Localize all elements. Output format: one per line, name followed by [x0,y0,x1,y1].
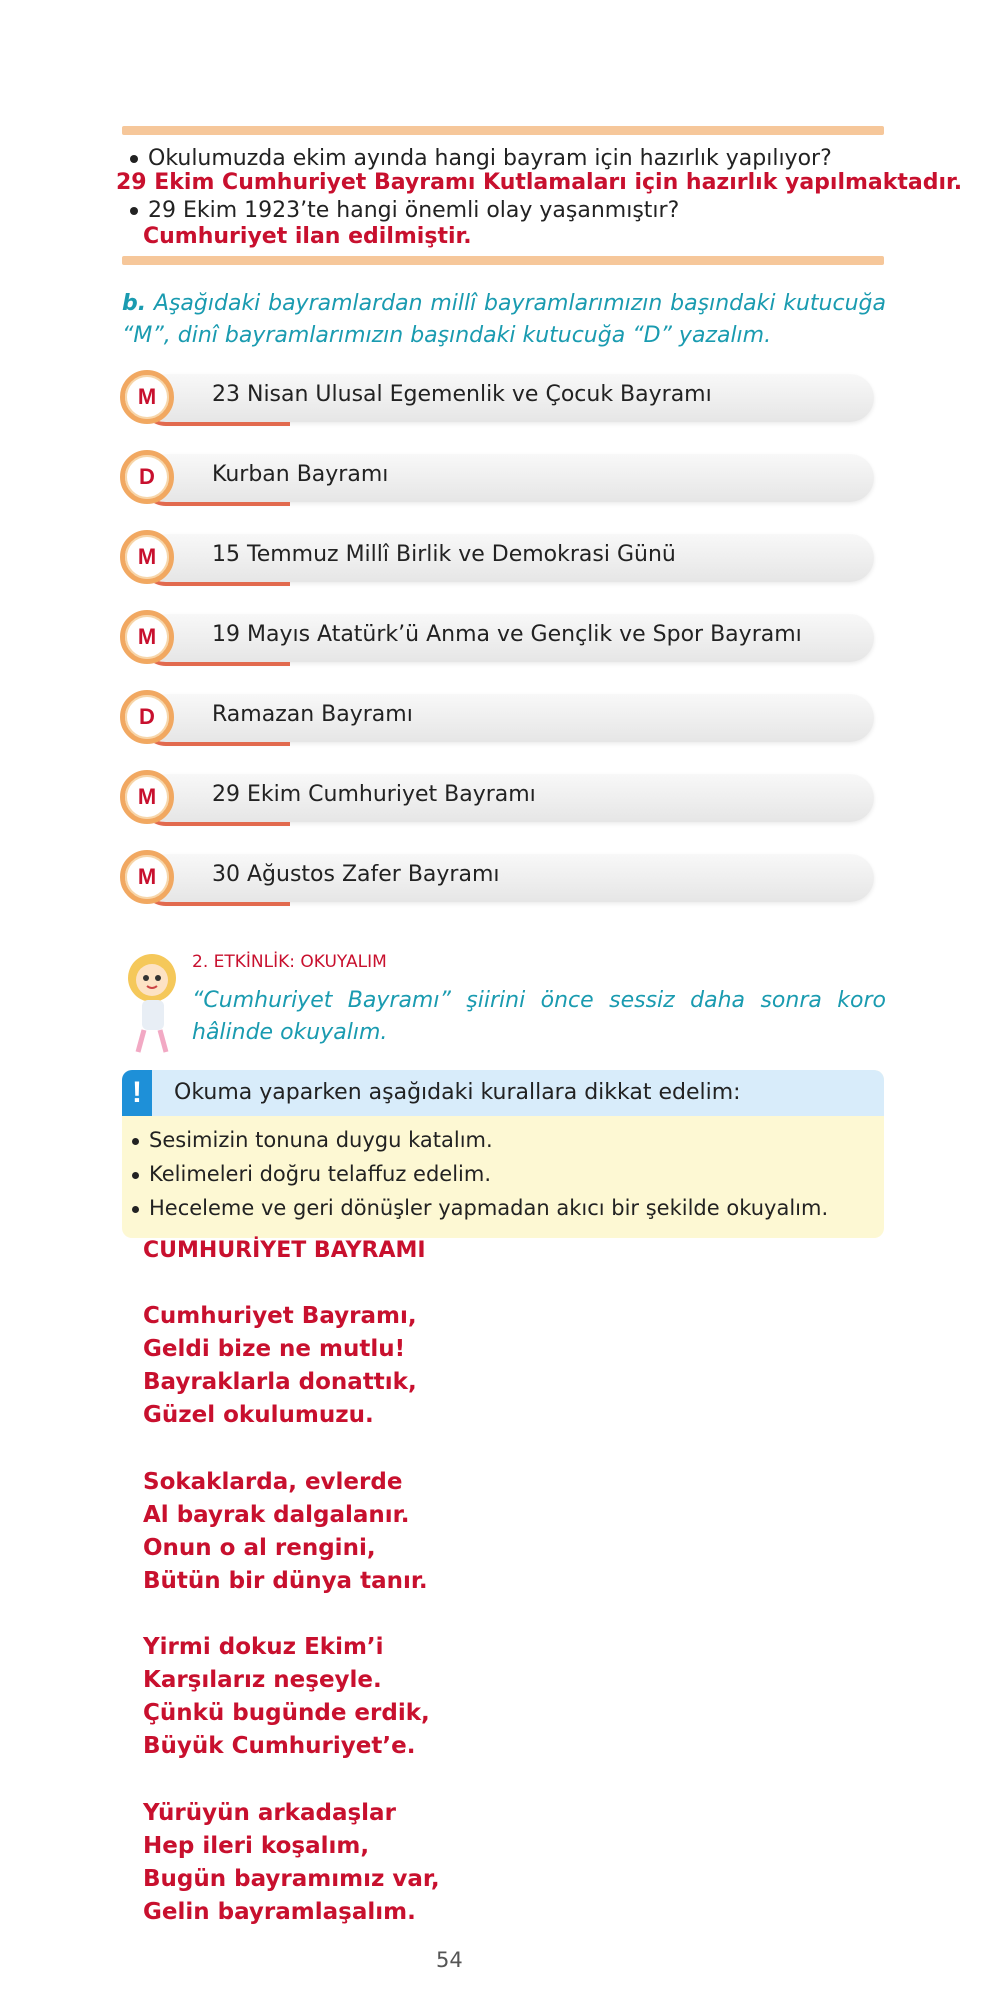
answer-box[interactable] [120,770,174,824]
answer-box[interactable] [120,450,174,504]
answer-letter: M [137,544,157,569]
answer-2: Cumhuriyet ilan edilmiştir. [143,224,472,249]
poem-line: Karşılarız neşeyle. [143,1667,382,1693]
poem-line: Gelin bayramlaşalım. [143,1899,416,1925]
poem-line: Bugün bayramımız var, [143,1866,440,1892]
holiday-label: 23 Nisan Ulusal Egemenlik ve Çocuk Bayramı [212,382,712,407]
poem-line: Sokaklarda, evlerde [143,1469,403,1495]
poem-line: Büyük Cumhuriyet’e. [143,1733,416,1759]
answer-letter: D [139,704,155,729]
answer-letter: M [137,384,157,409]
answer-letter: M [137,784,157,809]
reading-rules-heading: Okuma yaparken aşağıdaki kurallara dikkat edelim: [174,1080,741,1105]
holiday-row [120,770,875,826]
holiday-row [120,690,875,746]
poem-stanza [143,1631,430,1763]
activity-title: 2. ETKİNLİK: OKUYALIM [192,952,387,972]
instruction [122,288,886,352]
holiday-row [120,370,875,426]
holiday-label: Kurban Bayramı [212,462,389,487]
answer-1: 29 Ekim Cumhuriyet Bayramı Kutlamaları için hazırlık yapılmaktadır. [116,170,963,195]
poem-stanza [143,1466,428,1598]
answer-box[interactable] [120,370,174,424]
reading-rules-header [122,1070,884,1116]
question-2: 29 Ekim 1923’te hangi önemli olay yaşanmıştır? [130,198,679,223]
bullet-icon [130,155,138,163]
holiday-row [120,610,875,666]
poem-line: Cumhuriyet Bayramı, [143,1303,417,1329]
bottom-divider [122,256,884,265]
bullet-icon [130,207,138,215]
answer-letter: D [139,464,155,489]
poem-line: Çünkü bugünde erdik, [143,1700,430,1726]
poem-line: Al bayrak dalgalanır. [143,1502,410,1528]
answer-box[interactable] [120,850,174,904]
holiday-row [120,530,875,586]
bullet-icon [132,1138,139,1145]
page-number: 54 [436,1948,463,1972]
poem-stanza [143,1797,440,1929]
holiday-label: 15 Temmuz Millî Birlik ve Demokrasi Günü [212,542,676,567]
holiday-label: 29 Ekim Cumhuriyet Bayramı [212,782,536,807]
poem-line: Yürüyün arkadaşlar [143,1800,396,1826]
poem-line: Güzel okulumuzu. [143,1402,374,1428]
answer-letter: M [137,864,157,889]
poem-line: Bütün bir dünya tanır. [143,1568,428,1594]
holiday-label: 30 Ağustos Zafer Bayramı [212,862,500,887]
rule-item: Heceleme ve geri dönüşler yapmadan akıcı bir şekilde okuyalım. [132,1196,828,1220]
poem-line: Bayraklarla donattık, [143,1369,417,1395]
poem-title: CUMHURİYET BAYRAMI [143,1238,426,1263]
rule-item: Kelimeleri doğru telaffuz edelim. [132,1162,491,1186]
instruction-label: b. [122,291,147,316]
answer-box[interactable] [120,530,174,584]
answer-letter: M [137,624,157,649]
activity-text: “Cumhuriyet Bayramı” şiirini önce sessiz daha sonra koro hâlinde okuyalım. [192,988,886,1045]
holiday-label: 19 Mayıs Atatürk’ü Anma ve Gençlik ve Spor Bayramı [212,622,802,647]
exclamation-icon: ! [122,1070,152,1116]
bullet-icon [132,1206,139,1213]
reading-rules-box [122,1070,884,1238]
bullet-icon [132,1172,139,1179]
poem-line: Geldi bize ne mutlu! [143,1336,406,1362]
question-1: Okulumuzda ekim ayında hangi bayram için hazırlık yapılıyor? [130,146,832,171]
answer-box[interactable] [120,690,174,744]
poem-stanza [143,1300,417,1432]
poem-line: Yirmi dokuz Ekim’i [143,1634,384,1660]
holiday-row [120,450,875,506]
instruction-text: Aşağıdaki bayramlardan millî bayramlarımızın başındaki kutucuğa “M”, dinî bayramlarımızın başındaki kutucuğa “D” yazalım. [122,291,886,348]
holiday-row [120,850,875,906]
holiday-label: Ramazan Bayramı [212,702,413,727]
poem-line: Onun o al rengini, [143,1535,376,1561]
rule-item: Sesimizin tonuna duygu katalım. [132,1128,493,1152]
answer-box[interactable] [120,610,174,664]
top-divider [122,126,884,135]
poem-line: Hep ileri koşalım, [143,1833,370,1859]
girl-mascot-icon [122,948,186,1058]
